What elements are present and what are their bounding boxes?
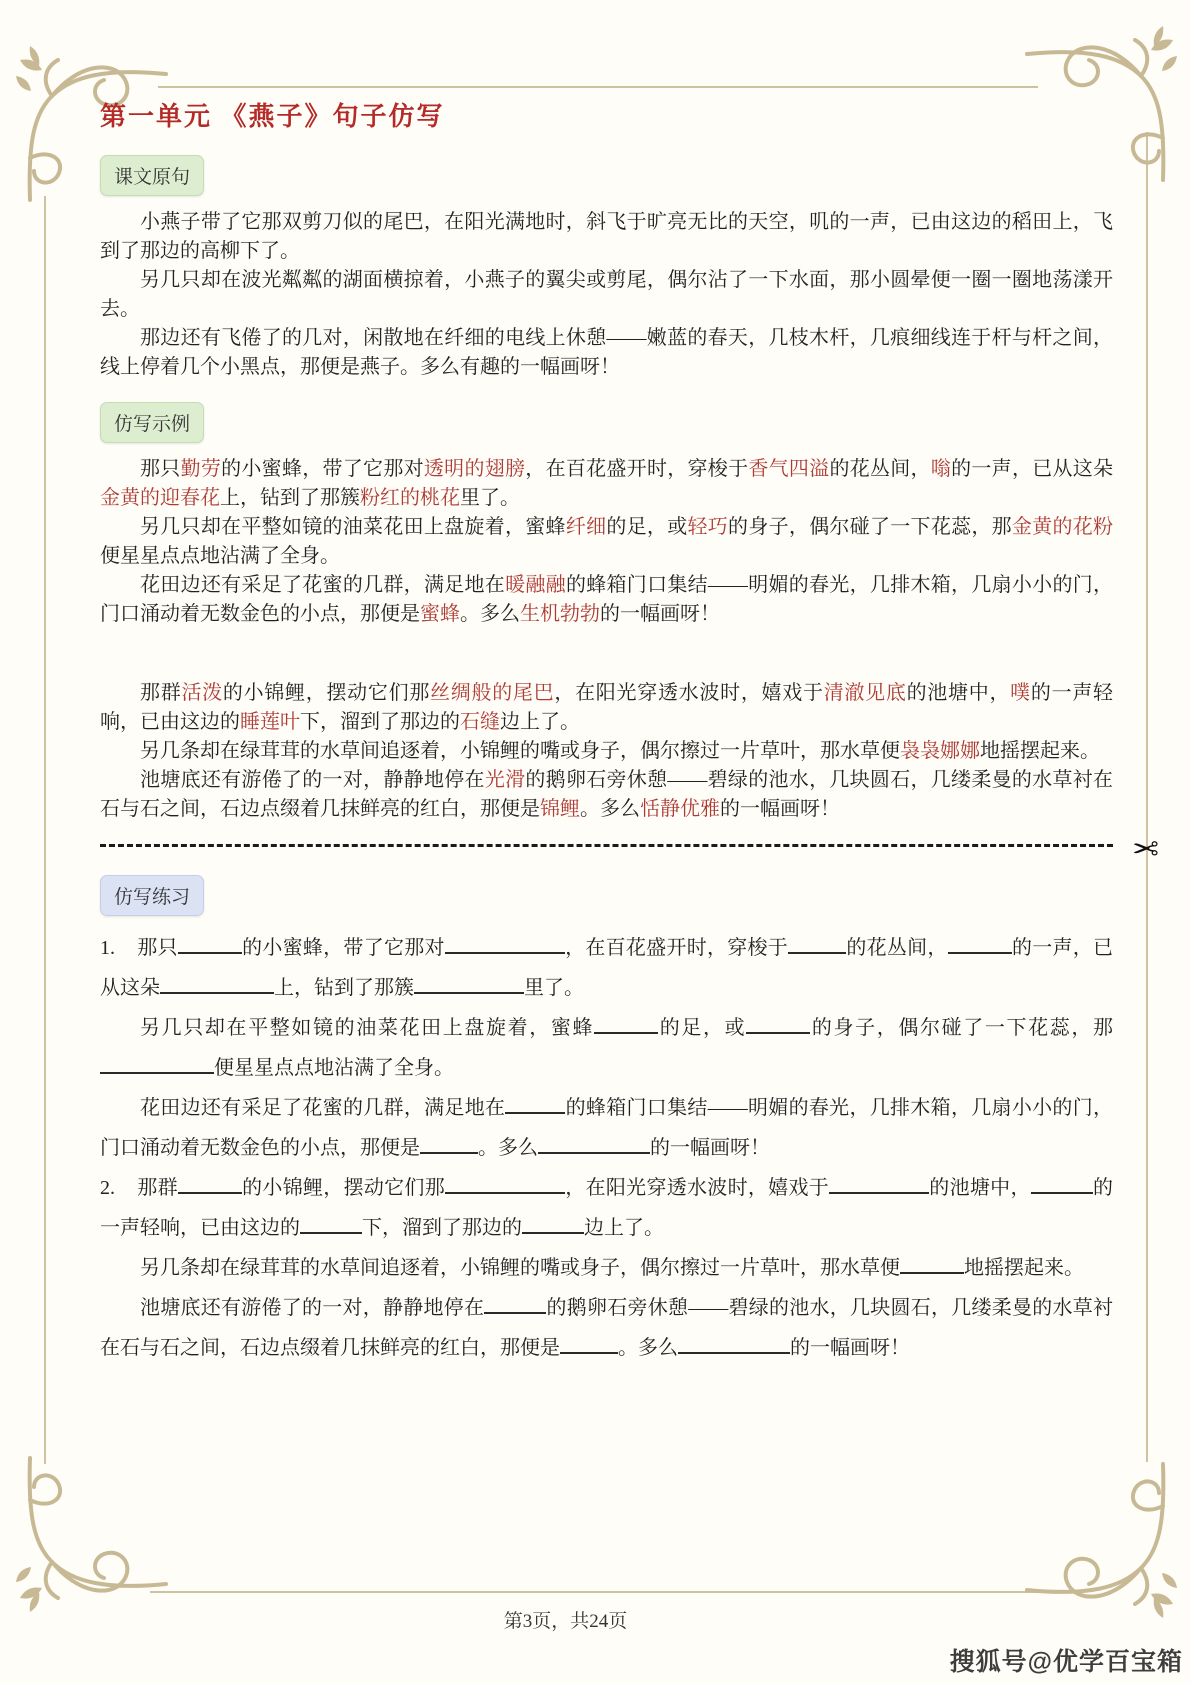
text-run: ，在百花盛开时，穿梭于 — [564, 937, 789, 959]
fill-in-blank — [414, 975, 524, 994]
paragraph — [100, 737, 1113, 766]
highlighted-text: 丝绸般的尾巴 — [430, 682, 555, 704]
practice-item-1-paragraph — [100, 1008, 1113, 1088]
fill-in-blank — [420, 1135, 478, 1154]
highlighted-text: 金黄的迎春花 — [100, 487, 220, 509]
text-run: 另几条却在绿茸茸的水草间追逐着，小锦鲤的嘴或身子，偶尔擦过一片草叶，那水草便 — [140, 1257, 900, 1279]
text-run: 那群 — [140, 682, 182, 704]
text-run: 的身子，偶尔碰了一下花蕊，那 — [810, 1017, 1113, 1039]
highlighted-text: 香气四溢 — [748, 458, 830, 480]
text-run: 便星星点点地沾满了全身。 — [214, 1057, 454, 1079]
highlighted-text: 光滑 — [484, 769, 526, 791]
practice-item-1-paragraph — [100, 928, 1113, 1008]
fill-in-blank — [484, 1295, 546, 1314]
text-run: 池塘底还有游倦了的一对，静静地停在 — [140, 769, 485, 791]
fill-in-blank — [300, 1215, 362, 1234]
fill-in-blank — [505, 1095, 565, 1114]
cut-line — [100, 830, 1159, 868]
text-run: 。多么 — [478, 1137, 538, 1159]
highlighted-text: 蜜蜂 — [420, 603, 460, 625]
highlighted-text: 粉红的桃花 — [360, 487, 460, 509]
text-run: 的一幅画呀！ — [650, 1137, 770, 1159]
corner-flourish-bottom-right — [1022, 1461, 1187, 1626]
fill-in-blank — [1031, 1175, 1093, 1194]
text-run: 的小锦鲤，摆动它们那 — [241, 1177, 446, 1199]
highlighted-text: 轻巧 — [687, 516, 729, 538]
fill-in-blank — [900, 1255, 964, 1274]
paragraph — [100, 1177, 1113, 1239]
highlighted-text: 石缝 — [460, 711, 500, 733]
section-gap — [100, 649, 1113, 679]
fill-in-blank — [560, 1335, 618, 1354]
text-run: 的小蜜蜂，带了它那对 — [221, 458, 424, 480]
fill-in-blank — [746, 1015, 810, 1034]
text-run: 的小蜜蜂，带了它那对 — [241, 937, 445, 959]
highlighted-text: 袅袅娜娜 — [900, 740, 980, 762]
fill-in-blank — [522, 1215, 584, 1234]
text-run: 那群 — [137, 1177, 178, 1199]
highlighted-text: 噗 — [1010, 682, 1031, 704]
fill-in-blank — [788, 935, 846, 954]
fill-in-blank — [160, 975, 274, 994]
fill-in-blank — [538, 1135, 650, 1154]
text-run: 的蜂箱门口集结——明媚的春光，几排木箱，几扇小小的门，门口涌动着无数金色的小点，那便是 — [100, 1097, 1114, 1159]
text-run: 下，溜到了那边的 — [362, 1217, 522, 1239]
text-run: 的鹅卵石旁休憩——碧绿的池水，几块圆石，几缕柔曼的水草衬在石与石之间，石边点缀着几抹鲜亮的红白，那便是 — [100, 1297, 1113, 1359]
practice-section — [100, 928, 1113, 1368]
text-run: 的花丛间， — [846, 937, 948, 959]
paragraph: 小燕子带了它那双剪刀似的尾巴，在阳光满地时，斜飞于旷亮无比的天空，叽的一声，已由这边的稻田上，飞到了那边的高柳下了。 — [100, 211, 1113, 262]
item-number: 2. — [100, 1177, 115, 1199]
paragraph: 另几只却在波光粼粼的湖面横掠着，小燕子的翼尖或剪尾，偶尔沾了一下水面，那小圆晕便一圈一圈地荡漾开去。 — [100, 269, 1113, 320]
text-run: 的一幅画呀！ — [790, 1337, 910, 1359]
fill-in-blank — [100, 1055, 214, 1074]
paragraph — [100, 571, 1113, 629]
highlighted-text: 透明的翅膀 — [423, 458, 526, 480]
highlighted-text: 生机勃勃 — [520, 603, 600, 625]
practice-item-2-paragraph — [100, 1248, 1113, 1288]
text-run: 上，钻到了那簇 — [274, 977, 414, 999]
text-run: 。多么 — [460, 603, 520, 625]
fill-in-blank — [829, 1175, 929, 1194]
scissors-icon: ✂ — [1132, 830, 1159, 868]
highlighted-text: 暖融融 — [505, 574, 566, 596]
corner-flourish-bottom-left — [6, 1455, 171, 1620]
original-text-section — [100, 208, 1113, 382]
text-run: 上，钻到了那簇 — [220, 487, 360, 509]
text-run: 下，溜到了那边的 — [300, 711, 460, 733]
example-koi-section — [100, 679, 1113, 824]
text-run: 花田边还有采足了花蜜的几群，满足地在 — [140, 574, 506, 596]
fill-in-blank — [678, 1335, 790, 1354]
text-run: 另几只却在平整如镜的油菜花田上盘旋着，蜜蜂 — [140, 516, 566, 538]
text-run: 里了。 — [524, 977, 584, 999]
practice-item-2-paragraph — [100, 1288, 1113, 1368]
text-run: 的一声，已从这朵 — [951, 458, 1114, 480]
fill-in-blank — [594, 1015, 658, 1034]
text-run: 。多么 — [618, 1337, 678, 1359]
highlighted-text: 睡莲叶 — [240, 711, 300, 733]
item-number: 1. — [100, 937, 115, 959]
highlighted-text: 嗡 — [930, 458, 952, 480]
highlighted-text: 恬静优雅 — [640, 798, 720, 820]
page-number: 第3页，共24页 — [503, 1611, 628, 1632]
text-run: 。多么 — [580, 798, 640, 820]
paragraph — [100, 679, 1113, 737]
watermark: 搜狐号@优学百宝箱 — [949, 1648, 1183, 1676]
text-run: 另几只却在平整如镜的油菜花田上盘旋着，蜜蜂 — [140, 1017, 595, 1039]
text-run: ，在百花盛开时，穿梭于 — [525, 458, 749, 480]
text-run: 的一声，已从这朵 — [100, 937, 1114, 999]
text-run: 的小锦鲤，摆动它们那 — [222, 682, 431, 704]
highlighted-text: 纤细 — [565, 516, 607, 538]
text-run: 的一声轻响，已由这边的 — [100, 1177, 1114, 1239]
text-run: 的足，或 — [658, 1017, 747, 1039]
text-run: 的花丛间， — [829, 458, 931, 480]
text-run: 的池塘中， — [906, 682, 1011, 704]
frame-line-bottom — [150, 1591, 1045, 1593]
practice-item-1-paragraph — [100, 1088, 1113, 1168]
fill-in-blank — [178, 935, 242, 954]
text-run: 的身子，偶尔碰了一下花蕊，那 — [728, 516, 1012, 538]
fill-in-blank — [948, 935, 1012, 954]
text-run: 的足，或 — [606, 516, 688, 538]
badge-example: 仿写示例 — [100, 402, 204, 443]
text-run: 边上了。 — [584, 1217, 664, 1239]
text-run: 里了。 — [460, 487, 520, 509]
fill-in-blank — [178, 1175, 242, 1194]
highlighted-text: 锦鲤 — [540, 798, 580, 820]
highlighted-text: 勤劳 — [180, 458, 222, 480]
page-title: 第一单元 《燕子》句子仿写 — [100, 102, 445, 131]
example-bee-section — [100, 455, 1113, 629]
text-run: 那只 — [137, 937, 178, 959]
text-run: ，在阳光穿透水波时，嬉戏于 — [565, 1177, 830, 1199]
text-run: 地摇摆起来。 — [964, 1257, 1084, 1279]
text-run: ，在阳光穿透水波时，嬉戏于 — [554, 682, 824, 704]
badge-practice: 仿写练习 — [100, 875, 204, 916]
text-run: 边上了。 — [500, 711, 580, 733]
text-run: 那只 — [140, 458, 181, 480]
text-run: 的一幅画呀！ — [600, 603, 720, 625]
practice-item-2-paragraph — [100, 1168, 1113, 1248]
highlighted-text: 清澈见底 — [823, 682, 907, 704]
highlighted-text: 活泼 — [181, 682, 223, 704]
fill-in-blank — [445, 1175, 565, 1194]
highlighted-text: 金黄的花粉 — [1011, 516, 1114, 538]
paragraph — [100, 513, 1113, 571]
text-run: 另几条却在绿茸茸的水草间追逐着，小锦鲤的嘴或身子，偶尔擦过一片草叶，那水草便 — [140, 740, 900, 762]
paragraph — [100, 937, 1113, 999]
paragraph: 那边还有飞倦了的几对，闲散地在纤细的电线上休憩——嫩蓝的春天，几枝木杆，几痕细线连于杆与杆之间，线上停着几个小黑点，那便是燕子。多么有趣的一幅画呀！ — [100, 327, 1113, 378]
text-run: 的一幅画呀！ — [720, 798, 840, 820]
text-run: 池塘底还有游倦了的一对，静静地停在 — [140, 1297, 485, 1319]
fill-in-blank — [445, 935, 565, 954]
text-run: 的鹅卵石旁休憩——碧绿的池水，几块圆石，几缕柔曼的水草衬在石与石之间，石边点缀着几抹鲜亮的红白，那便是 — [100, 769, 1114, 820]
text-run: 便星星点点地沾满了全身。 — [100, 545, 340, 567]
text-run: 的一声轻响，已由这边的 — [100, 682, 1114, 733]
text-run: 的蜂箱门口集结——明媚的春光，几排木箱，几扇小小的门，门口涌动着无数金色的小点，那便是 — [100, 574, 1114, 625]
text-run: 的池塘中， — [929, 1177, 1031, 1199]
badge-original-text: 课文原句 — [100, 155, 204, 196]
paragraph — [100, 455, 1113, 513]
text-run: 花田边还有采足了花蜜的几群，满足地在 — [140, 1097, 506, 1119]
paragraph — [100, 766, 1113, 824]
text-run: 地摇摆起来。 — [980, 740, 1100, 762]
